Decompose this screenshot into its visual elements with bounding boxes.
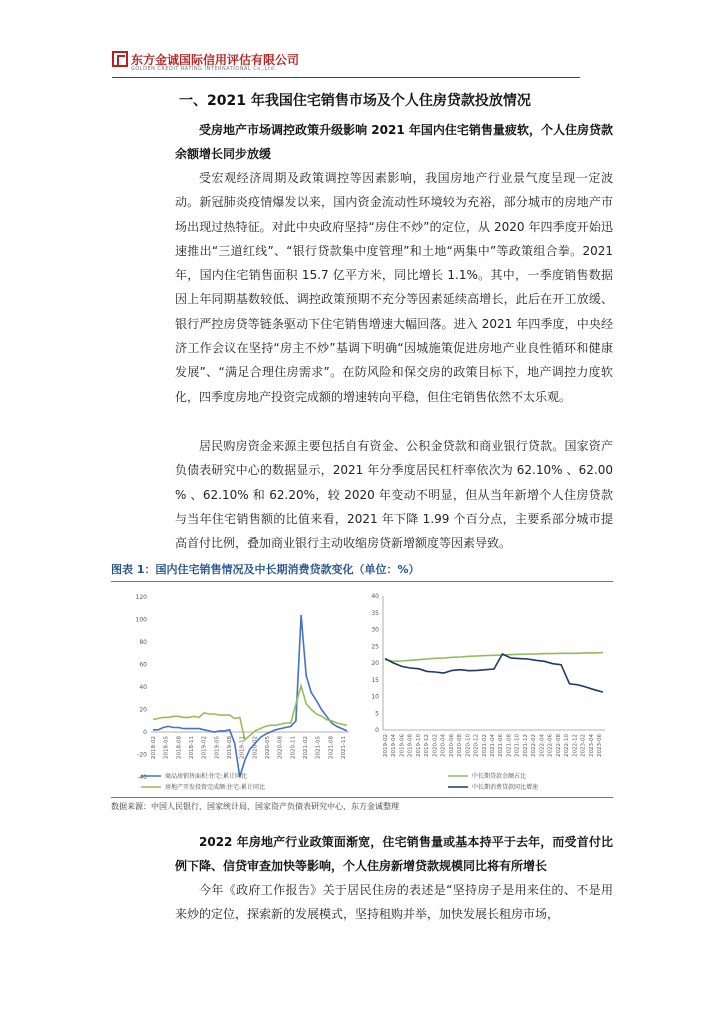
right-chart-x-tick-label: 2019-02 (383, 734, 389, 757)
right-chart-x-tick-label: 2020-02 (432, 734, 439, 757)
right-chart-x-tick-label: 2020-04 (440, 734, 447, 757)
paragraph-5: 今年《政府工作报告》关于居民住房的表述是“坚持房子是用来住的、不是用来炒的定位，探索新的发展模式，坚持租购并举，加快发展长租房市场， (175, 883, 613, 922)
right-chart-x-tick-label: 2021-02 (481, 734, 488, 757)
left-chart-x-tick-label: 2019-11 (239, 736, 246, 759)
left-chart-y-tick-label: 100 (135, 616, 147, 624)
left-chart-y-tick-label: 120 (135, 594, 147, 601)
right-chart-x-tick-label: 2022-10 (564, 734, 571, 757)
left-chart-x-tick-label: 2020-02 (252, 736, 259, 759)
left-chart-x-tick-label: 2021-05 (315, 736, 322, 759)
left-chart-x-tick-label: 2019-05 (214, 736, 221, 759)
right-chart-legend-label-2: 中长期消费贷款同比增速 (472, 784, 539, 791)
right-chart-y-tick-label: 30 (371, 626, 379, 634)
left-chart-x-tick-label: 2018-05 (163, 736, 170, 759)
right-chart-y-tick-label: 5 (375, 710, 379, 718)
right-chart-x-tick-label: 2023-02 (580, 734, 587, 757)
header-company-english: GOLDEN CREDIT RATING INTERNATIONAL Co.,Ltd. (131, 66, 277, 72)
paragraph-heading-4: 2022 年房地产行业政策面渐宽，住宅销售量或基本持平于去年，而受首付比例下降、信贷审查加快等影响，个人住房新增贷款规模同比将有所增长 (175, 835, 613, 874)
right-chart-x-tick-label: 2021-12 (522, 734, 529, 757)
right-chart-y-tick-label: 20 (371, 660, 379, 667)
left-chart-legend-label-2: 房地产开发投资完成额:住宅:累计同比 (165, 784, 266, 791)
paragraph-2: 受宏观经济周期及政策调控等因素影响，我国房地产行业景气度呈现一定波动。新冠肺炎疫情爆发以来，国内资金流动性环境较为充裕，部分城市的房地产市场出现过热特征。对此中央政府坚持“房住不炒”的定位，从 2020 年四季度开始迅速推出“三道红线”、“银行贷款集中度管理”和土地“两集中”等政策组合拳。2021 年，国内住宅销售面积 15.7 亿平方米，同比增长 1.1%。其中，一季度销售数据因上年同期基数较低、调控政策预期不充分等因素延续高增长，此后在开工放缓、银行严控房贷等链条驱动下住宅销售增速大幅回落。进入 2021 年四季度，中央经济工作会议在坚持“房主不炒”基调下明确“因城施策促进房地产业良性循环和健康发展”、“满足合理住房需求”。在防风险和保交房的政策目标下，地产调控力度软化，四季度房地产投资完成额的增速转向平稳，但住宅销售依然不太乐观。 (175, 171, 613, 404)
right-chart-y-tick-label: 40 (371, 593, 379, 600)
right-chart-x-tick-label: 2020-08 (457, 734, 464, 757)
paragraph-heading-1: 受房地产市场调控政策升级影响 2021 年国内住宅销售量疲软，个人住房贷款余额增长同步放缓 (175, 123, 613, 162)
left-chart-y-tick-label: 20 (139, 706, 147, 714)
right-chart-x-tick-label: 2022-02 (531, 734, 538, 757)
left-chart-x-tick-label: 2021-11 (341, 736, 347, 759)
right-chart-x-tick-label: 2021-04 (490, 734, 496, 757)
right-chart-y-tick-label: 0 (375, 727, 379, 734)
paragraph-3: 居民购房资金来源主要包括自有资金、公积金贷款和商业银行贷款。国家资产负债表研究中心的数据显示，2021 年分季度居民杠杆率依次为 62.10% 、62.00 % 、62.10% 和 62.20%，较 2020 年变动不明显，但从当年新增个人住房贷款与当年住宅销售额的比值来看，2021 年下降 1.99 个百分点，主要系部分城市提高首付比例，叠加商业银行主动收缩房贷新增额度等因素导致。 (175, 439, 613, 551)
left-chart-x-tick-label: 2018-11 (189, 736, 195, 759)
left-chart-y-tick-label: -20 (137, 751, 147, 759)
left-chart-x-tick-label: 2019-02 (201, 736, 208, 759)
left-chart-x-tick-label: 2020-11 (290, 736, 297, 759)
right-chart-x-tick-label: 2022-06 (547, 734, 554, 757)
figure-source: 数据来源：中国人民银行、国家统计局、国家资产负债表研究中心，东方金诚整理 (111, 802, 399, 811)
right-chart-y-tick-label: 35 (371, 609, 379, 617)
chart-housing-sales (111, 582, 351, 797)
right-chart-x-tick-label: 2020-06 (448, 734, 455, 757)
right-chart-x-tick-label: 2019-06 (399, 734, 406, 757)
right-chart-x-tick-label: 2022-04 (539, 734, 546, 757)
figure-title: 图表 1：国内住宅销售情况及中长期消费贷款变化（单位：%） (111, 563, 420, 576)
left-chart-x-tick-label: 2018-08 (176, 736, 183, 759)
section-title: 一、2021 年我国住宅销售市场及个人住房贷款投放情况 (179, 93, 531, 109)
right-chart-x-tick-label: 2022-08 (555, 734, 562, 757)
right-chart-x-tick-label: 2019-10 (415, 734, 422, 757)
right-chart-x-tick-label: 2021-06 (498, 734, 505, 757)
left-chart-y-tick-label: 0 (143, 729, 147, 736)
header-company-name: 东方金诚国际信用评估有限公司 (131, 53, 300, 67)
right-chart-x-tick-label: 2019-12 (424, 734, 431, 757)
left-chart-y-tick-label: 60 (139, 661, 147, 669)
right-chart-x-tick-label: 2021-08 (506, 734, 513, 757)
right-chart-x-tick-label: 2020-12 (473, 734, 480, 757)
left-chart-y-tick-label: 40 (139, 684, 147, 691)
right-chart-x-tick-label: 2022-12 (572, 734, 579, 757)
company-logo (112, 51, 128, 67)
left-chart-legend-label-1: 商品房销售面积:住宅:累计同比 (165, 773, 248, 780)
right-chart-x-tick-label: 2019-04 (391, 734, 398, 757)
left-chart-x-tick-label: 2018-02 (151, 736, 157, 759)
right-chart-y-tick-label: 15 (371, 676, 379, 684)
figure-bottom-rule (111, 797, 613, 798)
right-chart-x-tick-label: 2023-06 (597, 734, 603, 757)
left-chart-x-tick-label: 2021-08 (328, 736, 335, 759)
right-chart-y-tick-label: 10 (371, 693, 379, 701)
left-chart-x-tick-label: 2021-02 (303, 736, 309, 759)
left-chart-y-tick-label: -40 (137, 774, 147, 781)
left-chart-y-tick-label: 80 (139, 639, 147, 646)
left-chart-x-tick-label: 2020-05 (265, 736, 271, 759)
left-chart-x-tick-label: 2020-08 (277, 736, 284, 759)
right-chart-legend-label-1: 中长期贷款余额占比 (472, 773, 527, 780)
left-chart-x-tick-label: 2019-08 (227, 736, 233, 759)
right-chart-x-tick-label: 2023-04 (588, 734, 595, 757)
right-chart-series-line-1 (385, 653, 603, 662)
right-chart-x-tick-label: 2021-10 (514, 734, 521, 757)
right-chart-y-tick-label: 25 (371, 643, 379, 651)
chart-consumer-loans (363, 582, 613, 797)
right-chart-x-tick-label: 2019-08 (407, 734, 414, 757)
header-divider (112, 77, 580, 78)
right-chart-x-tick-label: 2020-10 (465, 734, 472, 757)
